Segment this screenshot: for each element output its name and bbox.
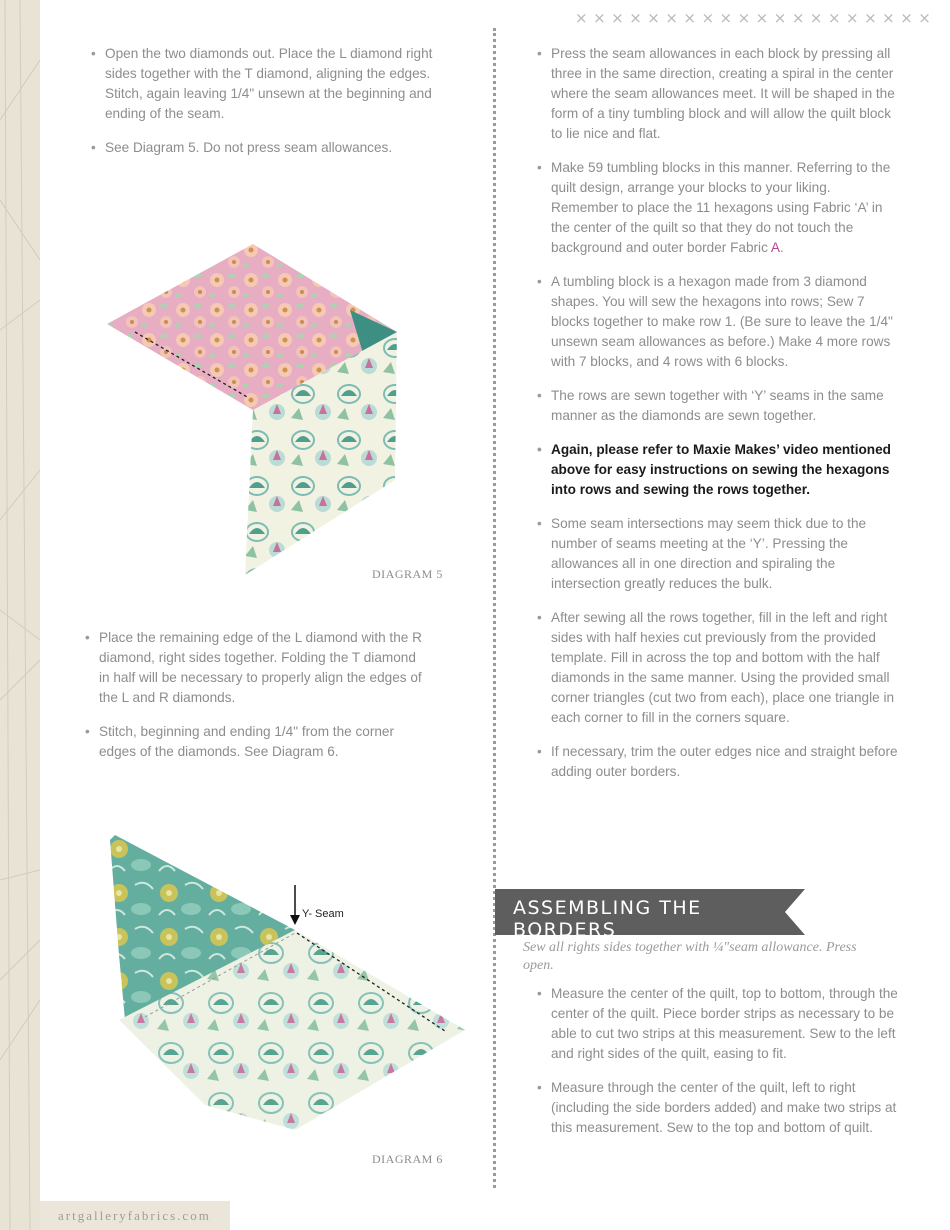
column-divider <box>493 28 496 1188</box>
fabric-a-accent: A <box>770 240 780 255</box>
left-bullets-mid <box>85 628 430 776</box>
y-seam-label: Y- Seam <box>302 908 344 920</box>
list-item-emphasis: • Again, please refer to Maxie Makes’ video mentioned above for easy instructions on sewing the hexagons into rows and sewing the rows together. <box>537 440 899 500</box>
diagram-5-label: DIAGRAM 5 <box>372 567 443 581</box>
list-item: • Some seam intersections may seem thick due to the number of seams meeting at the ‘Y’. Pressing the allowances all in one direction and spiraling the intersection greatly reduces the bulk. <box>537 514 899 594</box>
decorative-x-row: ×××××××××××××××××××× <box>575 9 937 27</box>
list-item: • After sewing all the rows together, fill in the left and right sides with half hexies cut previously from the provided template. Fill in across the top and bottom with the half diamonds in the same manner. Using the provided small corner triangles (cut two from each), place one triangle in each corner to fill in the corners square. <box>537 608 899 728</box>
list-item: • See Diagram 5. Do not press seam allowances. <box>91 138 436 158</box>
list-item: • A tumbling block is a hexagon made from 3 diamond shapes. You will sew the hexagons into rows; Sew 7 blocks together to make row 1. (Be sure to leave the 1/4" unsewn seam allowances as before.) Make 4 more rows with 7 blocks, and 4 rows with 6 blocks. <box>537 272 899 372</box>
diagram-5-illustration <box>105 240 405 580</box>
list-item: • Measure through the center of the quilt, left to right (including the side borders added) and make two strips at this measurement. Sew to the top and bottom of quilt. <box>537 1078 899 1138</box>
list-item: • The rows are sewn together with ‘Y’ seams in the same manner as the diamonds are sewn together. <box>537 386 899 426</box>
section-banner <box>495 889 805 941</box>
list-item: • Place the remaining edge of the L diamond with the R diamond, right sides together. Folding the T diamond in half will be necessary to properly align the edges of the L and R diamonds. <box>85 628 430 708</box>
list-item: • Stitch, beginning and ending 1/4" from the corner edges of the diamonds. See Diagram 6. <box>85 722 430 762</box>
footer-url: artgalleryfabrics.com <box>58 1208 211 1223</box>
list-item-text: Make 59 tumbling blocks in this manner. Referring to the quilt design, arrange your blocks to your liking. Remember to place the 11 hexagons using Fabric ‘A’ in the center of the quilt so that they do not touch the background and outer border Fabric <box>551 160 891 255</box>
section-subtext: Sew all rights sides together with ¼"seam allowance. Press open. <box>523 940 857 973</box>
border-bullets <box>537 984 899 1152</box>
list-item: • If necessary, trim the outer edges nice and straight before adding outer borders. <box>537 742 899 782</box>
decorative-linen-strip <box>0 0 40 1230</box>
diagram-6-label: DIAGRAM 6 <box>372 1152 443 1166</box>
list-item: • Press the seam allowances in each block by pressing all three in the same direction, creating a spiral in the center where the seam allowances meet. It will be shaped in the form of a tiny tumbling block and will allow the quilt block to lie nice and flat. <box>537 44 899 144</box>
list-item-text-end: . <box>779 240 784 255</box>
section-title: ASSEMBLING THE BORDERS <box>513 897 702 941</box>
diagram-6-illustration <box>105 835 470 1135</box>
left-bullets-top <box>91 44 436 172</box>
list-item <box>537 158 899 258</box>
right-bullets <box>537 44 899 796</box>
list-item: • Open the two diamonds out. Place the L diamond right sides together with the T diamond, aligning the edges. Stitch, again leaving 1/4" unsewn at the beginning and ending of the seam. <box>91 44 436 124</box>
list-item: • Measure the center of the quilt, top to bottom, through the center of the quilt. Piece border strips as necessary to be able to cut two strips at this measurement. Sew to the left and right sides of the quilt, easing to fit. <box>537 984 899 1064</box>
